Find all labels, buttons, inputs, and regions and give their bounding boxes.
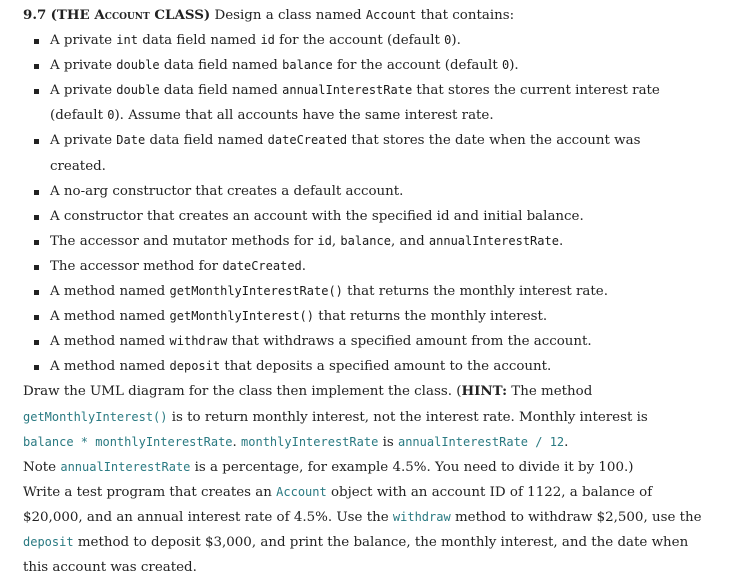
list-item — [23, 28, 722, 53]
paragraph-line — [23, 455, 722, 480]
bullet-icon — [34, 139, 39, 144]
bullet-icon — [34, 340, 39, 345]
text-span: method to withdraw $2,500, use the — [450, 509, 702, 525]
bullet-icon — [34, 240, 39, 245]
paragraph-line — [23, 480, 722, 505]
requirements-list — [23, 28, 722, 379]
code-span: balance — [340, 233, 391, 248]
code-span: balance * monthlyInterestRate — [23, 434, 233, 449]
list-item — [23, 179, 722, 204]
text-span: this account was created. — [23, 560, 197, 576]
code-span: 0 — [444, 33, 452, 48]
code-span: double — [116, 83, 160, 98]
bullet-icon — [34, 265, 39, 270]
bullet-icon — [34, 190, 39, 195]
text-span: A no-arg constructor that creates a default account. — [50, 183, 404, 199]
list-item — [23, 128, 722, 153]
list-item-text — [39, 33, 461, 48]
code-span: id — [260, 33, 275, 48]
list-item-text — [39, 184, 403, 199]
text-span: ). — [509, 58, 519, 74]
code-span: getMonthlyInterest() — [23, 409, 168, 424]
text-span: A constructor that creates an account with the specified id and initial balance. — [50, 208, 584, 224]
list-item — [23, 304, 722, 329]
text-span: Note — [23, 459, 61, 475]
bullet-icon — [34, 315, 39, 320]
text-span: created. — [50, 158, 106, 174]
exercise-intro: Design a class named — [210, 8, 366, 23]
code-span: id — [317, 233, 332, 248]
list-item — [23, 354, 722, 379]
code-span: annualInterestRate — [428, 233, 559, 248]
code-span: Account — [276, 484, 327, 499]
text-span: The method — [507, 384, 593, 400]
code-span: dateCreated — [222, 258, 302, 273]
list-item — [23, 254, 722, 279]
list-item-text — [39, 359, 551, 374]
paragraph-line — [23, 530, 722, 555]
code-span: withdraw — [169, 334, 228, 349]
code-span: deposit — [23, 534, 74, 549]
code-span: deposit — [169, 359, 221, 374]
text-span: method to deposit $3,000, and print the balance, the monthly interest, and the date when — [73, 534, 689, 550]
text-span: . — [564, 434, 569, 450]
text-span: for the account (default — [274, 33, 445, 49]
text-span: is to return monthly interest, not the interest rate. Monthly interest is — [167, 409, 648, 425]
code-span: dateCreated — [267, 133, 348, 148]
text-span: A private — [50, 133, 117, 149]
text-span: data field named — [145, 133, 268, 149]
list-item-text — [39, 334, 592, 349]
code-span: Date — [116, 133, 146, 148]
list-item-text — [39, 234, 563, 249]
list-item-text — [39, 58, 519, 73]
text-span: A method named — [50, 359, 170, 375]
list-item — [23, 279, 722, 304]
text-span: Draw the UML diagram for the class then implement the class. ( — [23, 384, 462, 400]
bullet-icon — [34, 64, 39, 69]
text-span: that returns the monthly interest rate. — [342, 284, 608, 300]
bullet-icon — [34, 290, 39, 295]
exercise-heading-class: CLASS) — [149, 7, 211, 23]
code-span: withdraw — [392, 509, 451, 524]
code-span: monthlyInterestRate — [241, 434, 379, 449]
text-span: data field named — [159, 58, 283, 74]
bold-span: HINT: — [461, 383, 508, 400]
text-span: ). Assume that all accounts have the same interest rate. — [114, 108, 494, 124]
exercise-heading-open: (THE — [50, 7, 95, 23]
list-item — [23, 329, 722, 354]
code-span: int — [116, 33, 138, 48]
text-span: . — [301, 258, 307, 274]
paragraph-line — [23, 430, 722, 455]
text-span: ). — [451, 33, 461, 49]
code-span: 0 — [107, 108, 115, 123]
text-span: A method named — [50, 334, 170, 350]
code-span: getMonthlyInterest() — [169, 309, 315, 324]
paragraph-line — [23, 505, 722, 530]
paragraph-line — [23, 379, 722, 404]
paragraph-line — [23, 405, 722, 430]
text-span: is — [378, 434, 398, 450]
text-span: object with an account ID of 1122, a balance of — [326, 484, 653, 500]
text-span: is a percentage, for example 4.5%. You need to divide it by 100.) — [190, 459, 634, 475]
text-span: , and — [390, 233, 429, 249]
bullet-icon — [34, 215, 39, 220]
bullet-icon — [34, 365, 39, 370]
text-span: The accessor and mutator methods for — [50, 233, 318, 249]
text-span: Write a test program that creates an — [23, 484, 277, 500]
code-span: balance — [282, 58, 333, 73]
exercise-title — [23, 3, 722, 28]
list-item — [23, 78, 722, 103]
list-item-text — [39, 284, 608, 299]
exercise-number: 9.7 — [23, 7, 47, 23]
exercise-intro-code: Account — [365, 8, 417, 22]
text-span: , — [331, 233, 341, 249]
exercise-heading-account: Account — [94, 7, 150, 23]
text-span: A private — [50, 33, 117, 49]
text-span: A method named — [50, 309, 170, 325]
list-item-text — [39, 309, 547, 324]
exercise-intro-tail: that contains: — [416, 8, 515, 23]
text-span: A private — [50, 83, 117, 99]
bullet-icon — [34, 39, 39, 44]
list-item — [23, 229, 722, 254]
code-span: annualInterestRate / 12 — [397, 434, 565, 449]
text-span: that deposits a specified amount to the account. — [220, 359, 552, 375]
text-span: data field named — [137, 33, 261, 49]
list-item-text — [39, 133, 640, 148]
text-span: The accessor method for — [50, 258, 223, 274]
paragraph-line — [23, 555, 722, 580]
text-span: . — [232, 434, 242, 450]
text-span: A private — [50, 58, 117, 74]
list-item-text — [39, 83, 660, 98]
text-span: that withdraws a specified amount from the account. — [227, 334, 592, 350]
code-span: 0 — [501, 58, 510, 73]
bullet-icon — [34, 89, 39, 94]
text-span: $20,000, and an annual interest rate of 4.5%. Use the — [23, 509, 393, 525]
text-span: . — [558, 233, 564, 249]
code-span: getMonthlyInterestRate() — [169, 284, 343, 299]
text-span: that stores the current interest rate — [412, 83, 660, 99]
code-span: annualInterestRate — [60, 459, 191, 474]
text-span: A method named — [50, 284, 170, 300]
text-span: that stores the date when the account was — [347, 133, 641, 149]
list-item-continuation — [23, 103, 722, 128]
list-item-text — [39, 209, 584, 224]
list-item — [23, 53, 722, 78]
text-span: that returns the monthly interest. — [314, 309, 548, 325]
list-item — [23, 204, 722, 229]
list-item-continuation — [23, 154, 722, 179]
text-span: for the account (default — [332, 58, 502, 74]
code-span: annualInterestRate — [282, 83, 413, 98]
list-item-text — [39, 259, 306, 274]
instructions-paragraph — [23, 379, 722, 580]
text-span: data field named — [159, 83, 283, 99]
code-span: double — [116, 58, 160, 73]
text-span: (default — [50, 108, 108, 124]
